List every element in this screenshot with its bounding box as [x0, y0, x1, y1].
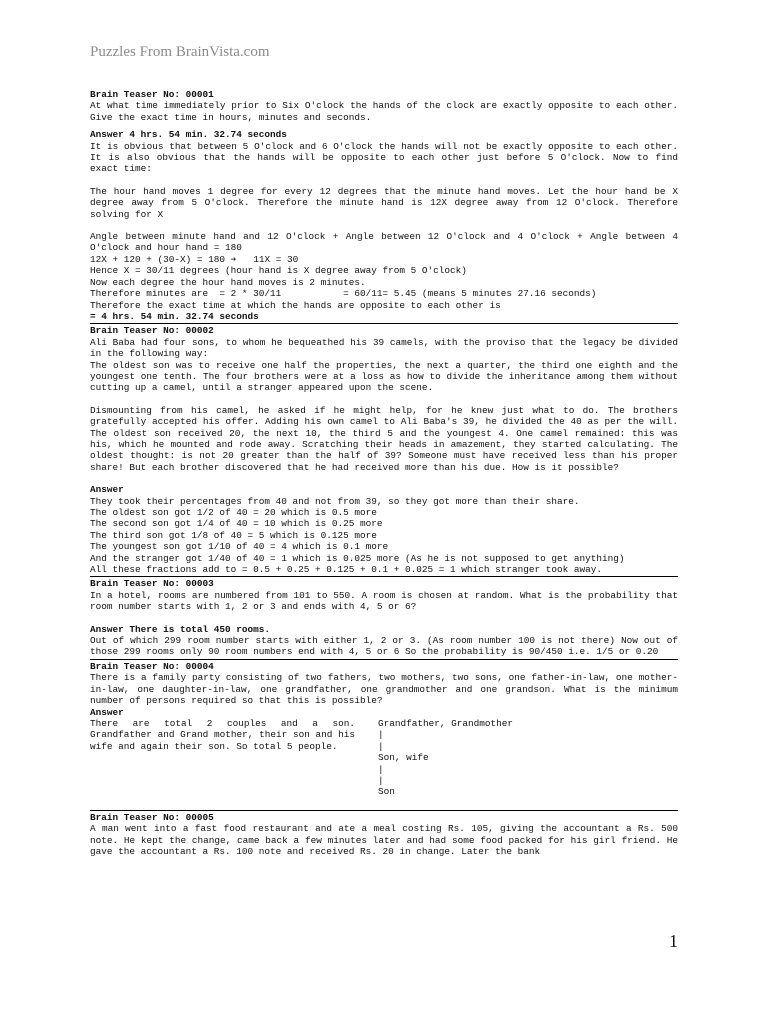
divider: [90, 810, 678, 811]
equation-left: 12X + 120 + (30-X) = 180: [90, 253, 231, 265]
teaser-1-minutes: Therefore minutes are = 2 * 30/11 = 60/11= 5.45 (means 5 minutes 27.16 seconds): [90, 288, 597, 300]
teaser-5-title: Brain Teaser No: 00005: [90, 811, 214, 823]
teaser-5-question: A man went into a fast food restaurant and ate a meal costing Rs. 105, giving the accountant a Rs. 500 note. He kept the change, came back a few minutes later and had some food packed for his girl friend. He gave the accountant a Rs. 100 note and received Rs. 20 in change. Later the bank: [90, 823, 678, 857]
divider: [90, 659, 678, 660]
page-number: 1: [669, 931, 678, 951]
arrow-right-icon: ➔: [230, 253, 237, 265]
teaser-4-title: Brain Teaser No: 00004: [90, 660, 214, 672]
teaser-1-question: At what time immediately prior to Six O'clock the hands of the clock are exactly opposite to each other. Give the exact time in hours, minutes and seconds.: [90, 100, 678, 123]
page-content: [90, 89, 678, 857]
teaser-2-answer-line: The oldest son got 1/2 of 40 = 20 which is 0.5 more: [90, 507, 377, 518]
teaser-3-title: Brain Teaser No: 00003: [90, 578, 214, 590]
teaser-2-title: Brain Teaser No: 00002: [90, 325, 214, 337]
teaser-1-final: = 4 hrs. 54 min. 32.74 seconds: [90, 310, 259, 322]
teaser-1-title: Brain Teaser No: 00001: [90, 89, 214, 100]
teaser-1-hence: Hence X = 30/11 degrees (hour hand is X degree away from 5 O'clock): [90, 265, 467, 277]
teaser-1-now: Now each degree the hour hand moves is 2 minutes.: [90, 276, 366, 288]
divider: [90, 323, 678, 324]
family-tree: Grandfather, Grandmother | | Son, wife | | Son: [378, 717, 514, 798]
teaser-2-answer-line: They took their percentages from 40 and not from 39, so they got more than their share.: [90, 495, 580, 507]
equation-right: 11X = 30: [236, 253, 299, 265]
teaser-2-answer-line: The second son got 1/4 of 40 = 10 which is 0.25 more: [90, 518, 383, 530]
page-header: Puzzles From BrainVista.com: [90, 44, 270, 60]
teaser-1-para-1: It is obvious that between 5 O'clock and 6 O'clock the hands will not be exactly opposite to each other. It is also obvious that the hands will be opposite to each other just before 5 O'clock. Now to find exact time:: [90, 140, 678, 175]
divider: [90, 576, 678, 577]
teaser-4-answer-block: [90, 718, 678, 798]
teaser-1-exact: Therefore the exact time at which the hands are opposite to each other is: [90, 299, 501, 311]
teaser-3-question: In a hotel, rooms are numbered from 101 to 550. A room is chosen at random. What is the probability that room number starts with 1, 2 or 3 and ends with 4, 5 or 6?: [90, 589, 678, 613]
teaser-2-answer-line: And the stranger got 1/40 of 40 = 1 which is 0.025 more (As he is not supposed to get anything): [90, 552, 625, 564]
teaser-1-para-3: Angle between minute hand and 12 O'clock + Angle between 12 O'clock and 4 O'clock + Angle between 4 O'clock and hour hand = 180: [90, 231, 678, 254]
teaser-2-answer-line: All these fractions add to = 0.5 + 0.25 + 0.125 + 0.1 + 0.025 = 1 which stranger took away.: [90, 564, 602, 576]
teaser-1-equation: [90, 254, 678, 265]
teaser-4-answer-title: Answer: [90, 706, 124, 718]
teaser-4-answer: There are total 2 couples and a son. Grandfather and Grand mother, their son and his wife and again their son. So total 5 people.: [90, 717, 355, 752]
teaser-2-para-3: Dismounting from his camel, he asked if he might help, for he knew just what to do. The brothers gratefully accepted his offer. Adding his own camel to Ali Baba's 39, he divided the 40 as per the will. The oldest son received 20, the next 10, the third 5 and the youngest 4. One camel remained: this was his, which he mounted and rode away. Scratching their heads in amazement, they started calculating. The oldest thought: is not 20 greater than the half of 39? Someone must have received less than his proper share! But each brother discovered that he had received more than his due. How is it possible?: [90, 404, 678, 473]
teaser-2-answer-title: Answer: [90, 484, 124, 496]
teaser-3-answer: Out of which 299 room number starts with either 1, 2 or 3. (As room number 100 is not there) Now out of those 299 rooms only 90 room numbers end with 4, 5 or 6 So the probability is 90/450 i.e. 1/5 or 0.20: [90, 635, 678, 658]
teaser-2-answer-line: The youngest son got 1/10 of 40 = 4 which is 0.1 more: [90, 541, 389, 553]
teaser-4-question: There is a family party consisting of two fathers, two mothers, two sons, one father-in-law, one mother-in-law, one daughter-in-law, one grandfather, one grandmother and one grandson. What is the minimum number of persons required so that this is possible?: [90, 672, 678, 707]
teaser-2-para-1: Ali Baba had four sons, to whom he bequeathed his 39 camels, with the proviso that the legacy be divided in the following way:: [90, 336, 678, 360]
teaser-2-para-2: The oldest son was to receive one half the properties, the next a quarter, the third one eighth and the youngest one tenth. The four brothers were at a loss as how to divide the inheritance among them without cutting up a camel, until a stranger appeared upon the scene.: [90, 359, 678, 394]
teaser-1-answer-title: Answer 4 hrs. 54 min. 32.74 seconds: [90, 129, 287, 141]
teaser-3-answer-title: Answer There is total 450 rooms.: [90, 623, 271, 635]
teaser-1-para-2: The hour hand moves 1 degree for every 12 degrees that the minute hand moves. Let the hour hand be X degree away from 5 O'clock. Therefore the minute hand is 12X degree away from 12 O'clock. Therefore solving for X: [90, 185, 678, 220]
teaser-2-answer-line: The third son got 1/8 of 40 = 5 which is 0.125 more: [90, 529, 377, 541]
